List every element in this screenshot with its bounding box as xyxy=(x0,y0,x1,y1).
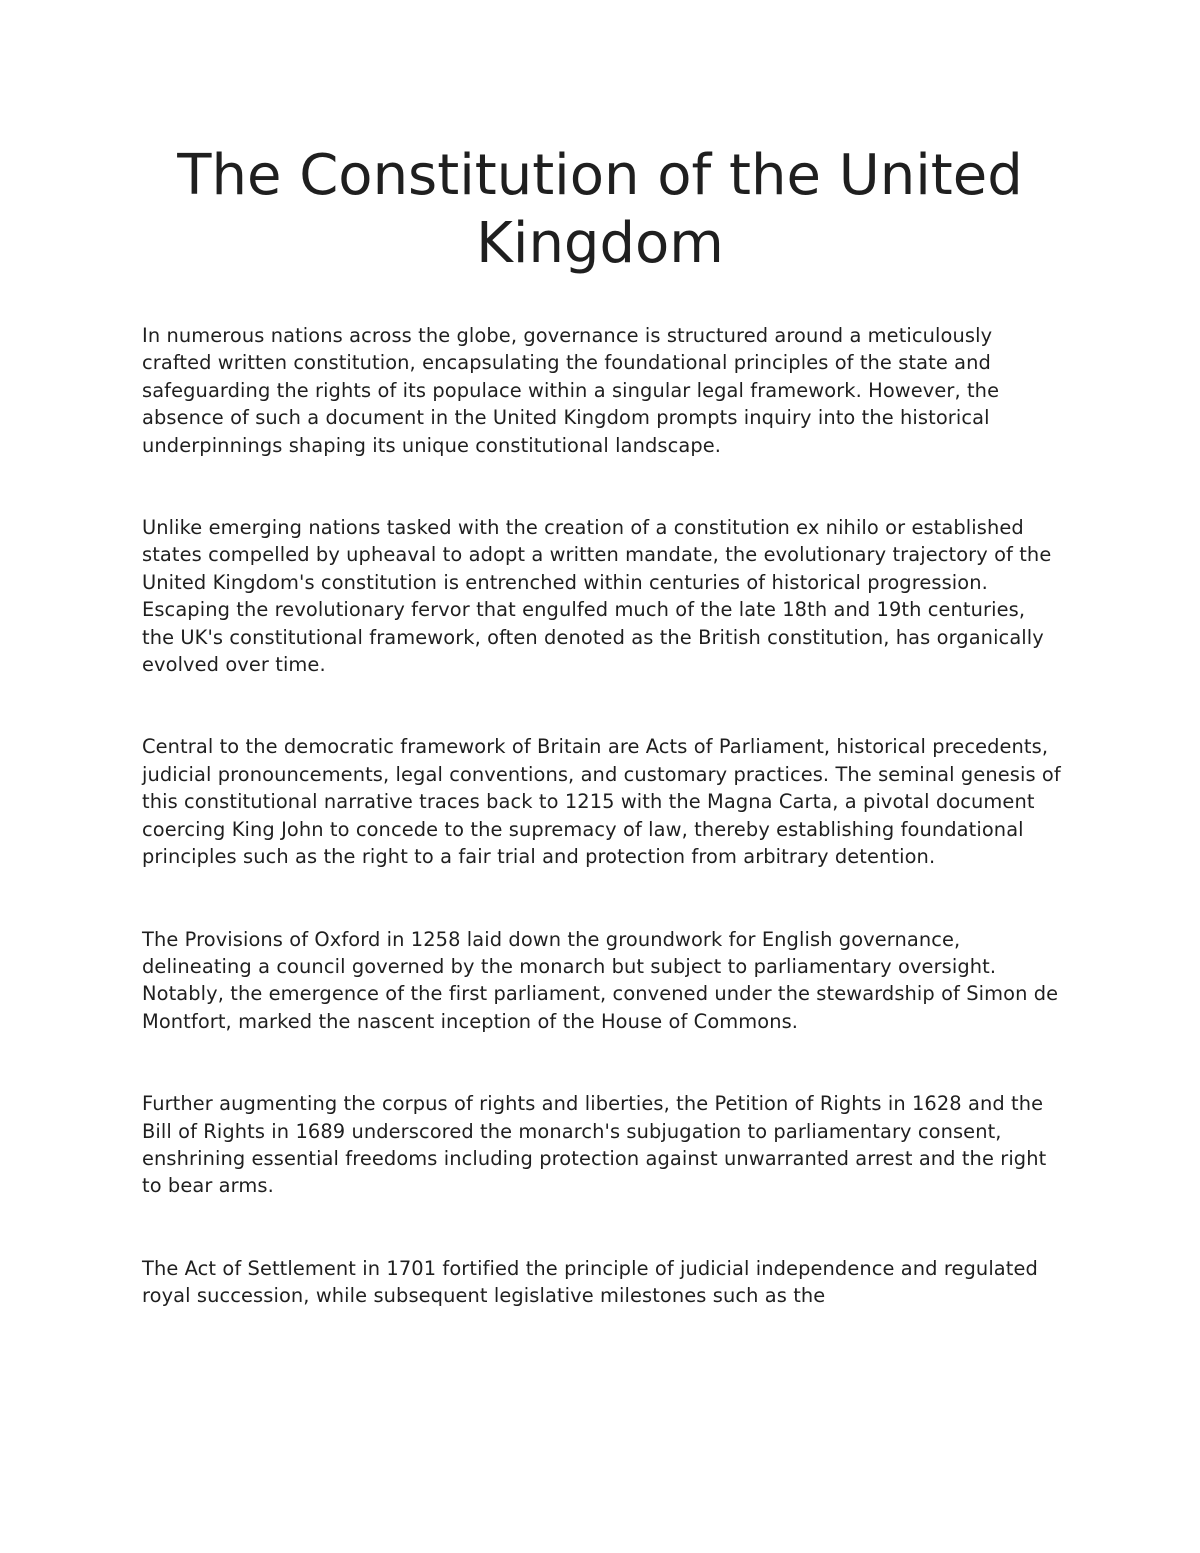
paragraph: In numerous nations across the globe, governance is structured around a meticulously crafted written constitution, encapsulating the foundational principles of the state and safeguarding the rights of its populace within a singular legal framework. However, the absence of such a document in the United Kingdom prompts inquiry into the historical underpinnings shaping its unique constitutional landscape. xyxy=(142,324,1000,457)
paragraph: The Provisions of Oxford in 1258 laid down the groundwork for English governance, delineating a council governed by the monarch but subject to parliamentary oversight. Notably, the emergence of the first parliament, convened under the stewardship of Simon de Montfort, marked the nascent inception of the House of Commons. xyxy=(142,927,1059,1033)
paragraph: Unlike emerging nations tasked with the creation of a constitution ex nihilo or established states compelled by upheaval to adopt a written mandate, the evolutionary trajectory of the United Kingdom's constitution is entrenched within centuries of historical progression. Escaping the revolutionary fervor that engulfed much of the late 18th and 19th centuries, the UK's constitutional framework, often denoted as the British constitution, has organically evolved over time. xyxy=(142,516,1052,677)
document-body xyxy=(142,322,1062,1365)
paragraph: The Act of Settlement in 1701 fortified the principle of judicial independence and regulated royal succession, while subsequent legislative milestones such as the xyxy=(142,1256,1038,1308)
paragraph: Further augmenting the corpus of rights and liberties, the Petition of Rights in 1628 and the Bill of Rights in 1689 underscored the monarch's subjugation to parliamentary consent, enshrining essential freedoms including protection against unwarranted arrest and the right to bear arms. xyxy=(142,1092,1047,1198)
paragraph: Central to the democratic framework of Britain are Acts of Parliament, historical precedents, judicial pronouncements, legal conventions, and customary practices. The seminal genesis of this constitutional narrative traces back to 1215 with the Magna Carta, a pivotal document coercing King John to concede to the supremacy of law, thereby establishing foundational principles such as the right to a fair trial and protection from arbitrary detention. xyxy=(142,735,1061,869)
document-title: The Constitution of the United Kingdom xyxy=(177,143,1023,276)
